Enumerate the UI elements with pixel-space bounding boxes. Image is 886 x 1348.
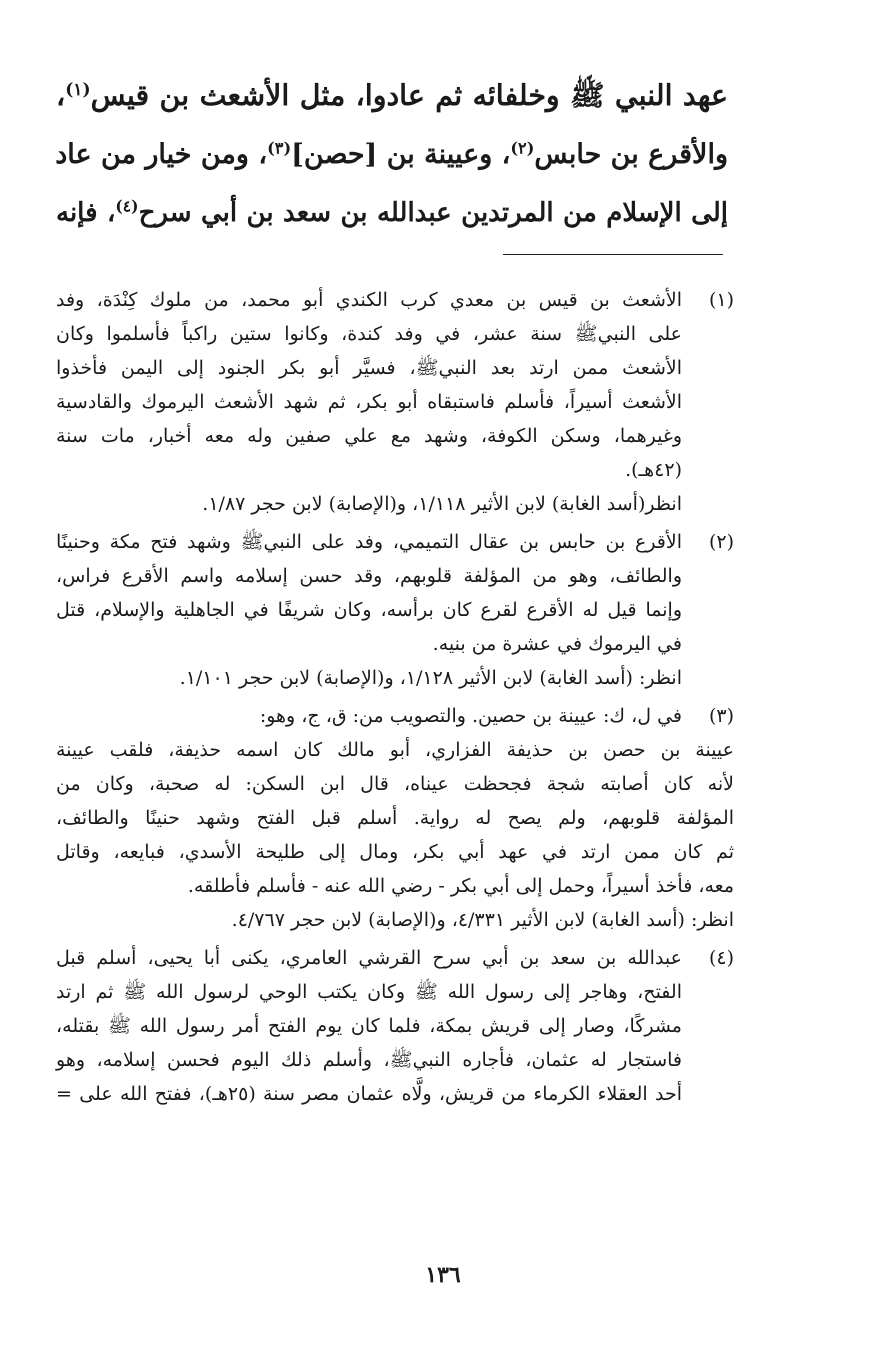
footnote-number: (١) (708, 289, 734, 311)
footnote-line: وغيرهما، وسكن الكوفة، وشهد مع علي صفين وله معه أخبار، مات سنة (56, 425, 682, 447)
main-text-line (56, 184, 728, 243)
footnote-ref: (٤) (115, 196, 139, 216)
footnote-number: (٣) (708, 705, 734, 727)
footnote-line: في ل، ك: عيينة بن حصين. والتصويب من: ق، ج، وهو: (259, 705, 682, 727)
footnote-4 (56, 941, 734, 1111)
footnote-line: لأنه كان أصابته شجة فجحظت عيناه، قال ابن السكن: له صحبة، وكان من (56, 773, 734, 795)
footnote-1 (56, 283, 734, 521)
footnote-source: انظر: (أسد الغابة) لابن الأثير ٤/٣٣١، و(الإصابة) لابن حجر ٤/٧٦٧. (231, 909, 734, 931)
main-text (56, 66, 728, 243)
footnote-line: معه، فأخذ أسيراً، وحمل إلى أبي بكر - رضي الله عنه - فأسلم فأطلقه. (187, 875, 734, 897)
footnote-line: الأشعث بن قيس بن معدي كرب الكندي أبو محمد، من ملوك كِنْدَة، وفد (56, 289, 682, 311)
footnote-line: الفتح، وهاجر إلى رسول الله ﷺ وكان يكتب الوحي لرسول الله ﷺ ثم ارتد (56, 981, 682, 1003)
footnote-line: فاستجار له عثمان، فأجاره النبيﷺ، وأسلم ذلك اليوم فحسن إسلامه، وهو (56, 1049, 682, 1071)
main-text-line (56, 125, 728, 184)
main-text-segment: عهد النبي ﷺ وخلفائه ثم عادوا، مثل الأشعث بن قيس (90, 78, 728, 112)
main-text-segment: ، وعيينة بن [حصن] (291, 139, 511, 170)
footnote-source: انظر(أسد الغابة) لابن الأثير ١/١١٨، و(الإصابة) لابن حجر ١/٨٧. (202, 493, 682, 515)
footnote-line: والطائف، وهو من المؤلفة قلوبهم، وقد حسن إسلامه واسم الأقرع فراس، (56, 565, 682, 587)
footnote-number: (٢) (708, 531, 734, 553)
footnote-line: المؤلفة قلوبهم، ولم يصح له رواية. أسلم قبل الفتح وشهد حنينًا والطائف، (56, 807, 734, 829)
footnote-line: عبدالله بن سعد بن أبي سرح القرشي العامري، يكنى أبا يحيى، أسلم قبل (56, 947, 682, 969)
main-text-segment: والأقرع بن حابس (534, 139, 728, 170)
footnotes (56, 283, 734, 1115)
footnote-line: مشركًا، وصار إلى قريش بمكة، فلما كان يوم الفتح أمر رسول الله ﷺ بقتله، (56, 1015, 682, 1037)
footnote-number: (٤) (708, 947, 734, 969)
footnote-line: في اليرموك في عشرة من بنيه. (432, 633, 682, 655)
footnote-line: على النبيﷺ سنة عشر، في وفد كندة، وكانوا ستين راكباً فأسلموا وكان (56, 323, 682, 345)
footnote-ref: (١) (65, 79, 91, 100)
main-text-line (56, 66, 728, 125)
page-number: ١٣٦ (425, 1262, 461, 1288)
footnote-separator (503, 254, 723, 255)
main-text-segment: ، (56, 78, 66, 112)
footnote-ref: (٣) (267, 138, 292, 158)
footnote-2 (56, 525, 734, 695)
main-text-segment: ، ومن خيار من عاد (55, 139, 268, 170)
footnote-line: (٤٢هـ). (625, 459, 682, 481)
footnote-line: الأشعث أسيراً، فأسلم فاستبقاه أبو بكر، ثم شهد الأشعث اليرموك والقادسية (56, 391, 682, 413)
footnote-line: عيينة بن حصن بن حذيفة الفزاري، أبو مالك كان اسمه حذيفة، فلقب عيينة (56, 739, 734, 761)
footnote-line: الأشعث ممن ارتد بعد النبيﷺ، فسيَّر أبو بكر الجنود إلى اليمن فأخذوا (56, 357, 682, 379)
main-text-segment: ، فإنه (56, 198, 116, 228)
footnote-3 (56, 699, 734, 937)
footnote-source: انظر: (أسد الغابة) لابن الأثير ١/١٢٨، و(الإصابة) لابن حجر ١/١٠١. (179, 667, 682, 689)
footnote-line: ثم كان ممن ارتد في عهد أبي بكر، ومال إلى طليحة الأسدي، فبايعه، وقاتل (56, 841, 734, 863)
footnote-line: الأقرع بن حابس بن عقال التميمي، وفد على النبيﷺ وشهد فتح مكة وحنينًا (56, 531, 682, 553)
main-text-segment: إلى الإسلام من المرتدين عبدالله بن سعد بن أبي سرح (138, 198, 728, 228)
footnote-ref: (٢) (510, 138, 535, 158)
footnote-line: وإنما قيل له الأقرع لقرع كان برأسه، وكان شريفًا في الجاهلية والإسلام، قتل (56, 599, 682, 621)
footnote-line: أحد العقلاء الكرماء من قريش، ولَّاه عثمان مصر سنة (٢٥هـ)، ففتح الله على = (56, 1083, 682, 1105)
